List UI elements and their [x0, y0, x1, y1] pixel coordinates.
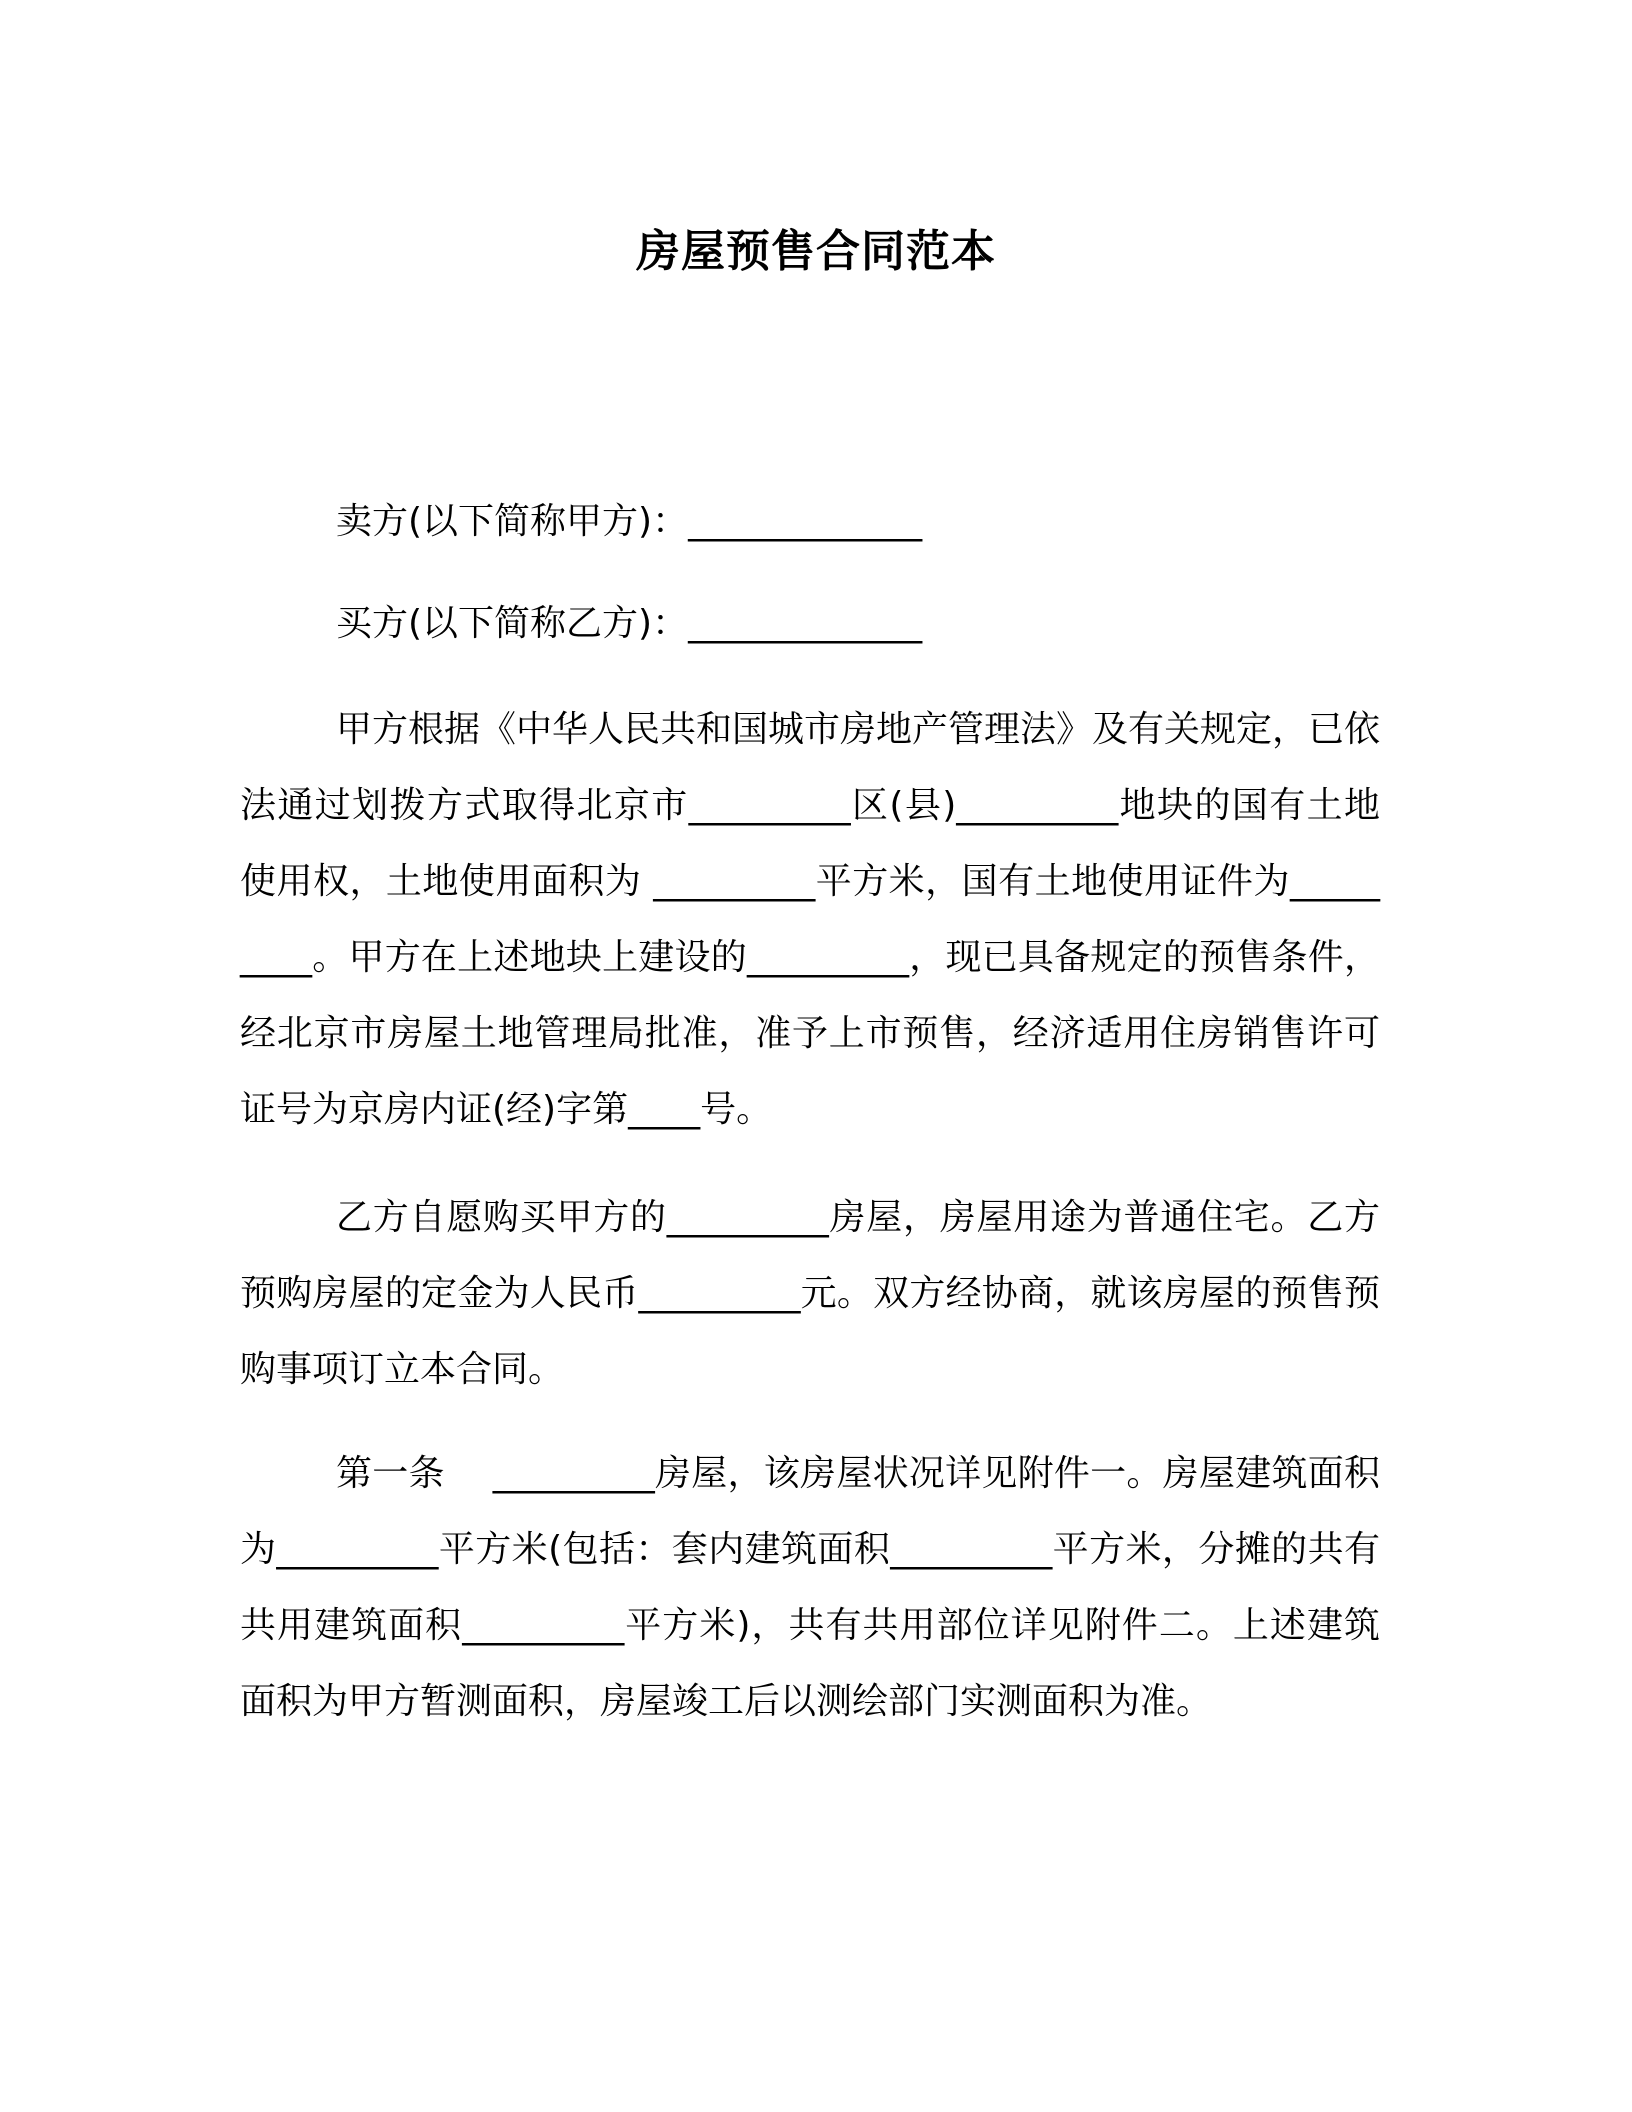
- paragraph-preamble: 甲方根据《中华人民共和国城市房地产管理法》及有关规定，已依法通过划拨方式取得北京市_________区(县)_________地块的国有土地使用权，土地使用面积为 _________平方米，国有土地使用证件为_________。甲方在上述地块上建设的_________，现已具备规定的预售条件，经北京市房屋土地管理局批准，准予上市预售，经济适用住房销售许可证号为京房内证(经)字第____号。: [240, 709, 1381, 1130]
- paragraph-article-one: 第一条 _________房屋，该房屋状况详见附件一。房屋建筑面积为_________平方米(包括：套内建筑面积_________平方米，分摊的共有共用建筑面积_________平方米)，共有共用部位详见附件二。上述建筑面积为甲方暂测面积，房屋竣工后以测绘部门实测面积为准。: [240, 1453, 1380, 1722]
- paragraph-purchase: 乙方自愿购买甲方的_________房屋，房屋用途为普通住宅。乙方预购房屋的定金为人民币_________元。双方经协商，就该房屋的预售预购事项订立本合同。: [240, 1197, 1380, 1390]
- document-title: 房屋预售合同范本: [636, 226, 996, 277]
- buyer-line: 买方(以下简称乙方)：_____________: [336, 603, 923, 644]
- seller-line: 卖方(以下简称甲方)：_____________: [336, 501, 923, 542]
